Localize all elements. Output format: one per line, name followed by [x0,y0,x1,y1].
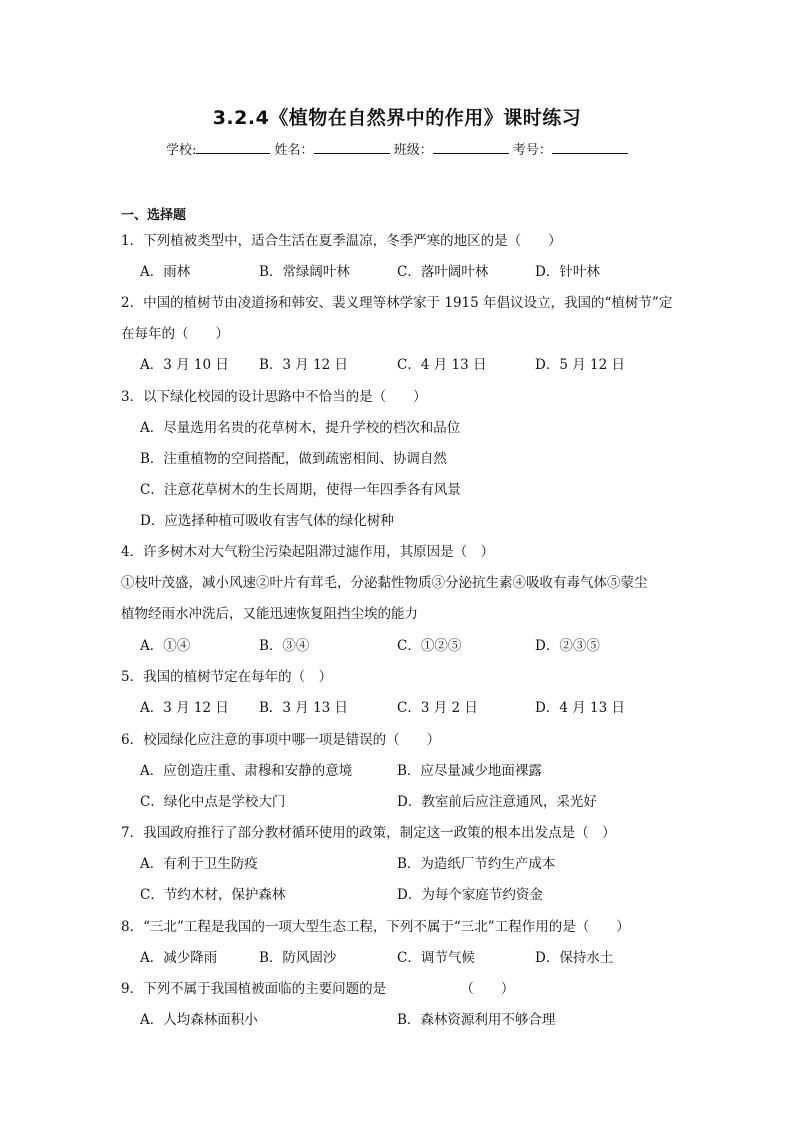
option-c: C．4 月 13 日 [397,357,487,373]
question-stem: 3．以下绿化校园的设计思路中不恰当的是（ ） [121,389,427,405]
option-a: A．减少降雨 [140,950,218,966]
question-statements-continued: 植物经雨水冲洗后，又能迅速恢复阻挡尘埃的能力 [121,606,418,622]
exam-number-label: 考号： [512,143,552,158]
option-c: C．①②⑤ [397,638,462,654]
option-b: B．③④ [259,638,310,654]
school-blank [196,141,270,154]
option-d: D．4 月 13 日 [535,700,625,716]
option-b: B．3 月 13 日 [259,700,349,716]
option-b: B．为造纸厂节约生产成本 [397,856,556,872]
student-info-line [166,139,628,158]
option-b: B．注重植物的空间搭配，做到疏密相间、协调自然 [140,451,447,467]
class-blank [433,141,509,154]
option-a: A．应创造庄重、肃穆和安静的意境 [140,763,353,779]
option-c: C．落叶阔叶林 [397,264,489,280]
option-d: D．为每个家庭节约资金 [397,887,543,903]
option-c: C．节约木材，保护森林 [140,887,286,903]
option-b: B．防风固沙 [259,950,337,966]
question-stem: 4．许多树木对大气粉尘污染起阻滞过滤作用，其原因是（ ） [121,544,495,560]
option-a: A．人均森林面积小 [140,1012,258,1028]
option-c: C．注意花草树木的生长周期，使得一年四季各有风景 [140,482,461,498]
question-stem: 8．“三北”工程是我国的一项大型生态工程，下列不属于“三北”工程作用的是（ ） [121,919,630,935]
option-a: A．3 月 10 日 [140,357,229,373]
option-c: C．调节气候 [397,950,475,966]
question-stem: 1．下列植被类型中，适合生活在夏季温凉，冬季严寒的地区的是（ ） [121,233,562,249]
option-d: D．②③⑤ [535,638,600,654]
name-label: 姓名： [274,143,314,158]
option-a: A．雨林 [140,264,191,280]
question-stem: 5．我国的植树节定在每年的（ ） [121,669,333,685]
name-blank [314,141,390,154]
option-c: C．绿化中点是学校大门 [140,794,286,810]
section-title: 一、选择题 [121,208,187,223]
question-stem-continued: 在每年的（ ） [121,326,229,342]
option-a: A．尽量选用名贵的花草树木，提升学校的档次和品位 [140,420,461,436]
school-label: 学校: [166,143,197,158]
question-statements: ①枝叶茂盛，减小风速②叶片有茸毛，分泌黏性物质③分泌抗生素④吸收有毒气体⑤蒙尘 [121,575,648,591]
question-stem: 7．我国政府推行了部分教材循环使用的政策，制定这一政策的根本出发点是（ ） [121,825,616,841]
class-label: 班级： [393,143,433,158]
option-d: D．针叶林 [535,264,600,280]
option-d: D．5 月 12 日 [535,357,625,373]
option-a: A．①④ [140,638,191,654]
question-stem: 6．校园绿化应注意的事项中哪一项是错误的（ ） [121,732,441,748]
option-b: B．3 月 12 日 [259,357,349,373]
option-a: A．3 月 12 日 [140,700,229,716]
option-d: D．应选择种植可吸收有害气体的绿化树种 [140,513,394,529]
page-title: 3.2.4《植物在自然界中的作用》课时练习 [212,107,582,129]
option-b: B．森林资源利用不够合理 [397,1012,556,1028]
question-stem: 9．下列不属于我国植被面临的主要问题的是 （ ） [121,981,515,997]
question-stem: 2．中国的植树节由凌道扬和韩安、裴义理等林学家于 1915 年倡议设立，我国的“植树节”定 [121,295,673,311]
option-d: D．教室前后应注意通风，采光好 [397,794,597,810]
option-d: D．保持水土 [535,950,614,966]
exam-number-blank [552,141,628,154]
option-c: C．3 月 2 日 [397,700,478,716]
option-a: A．有利于卫生防疫 [140,856,258,872]
option-b: B．常绿阔叶林 [259,264,350,280]
option-b: B．应尽量减少地面裸露 [397,763,542,779]
